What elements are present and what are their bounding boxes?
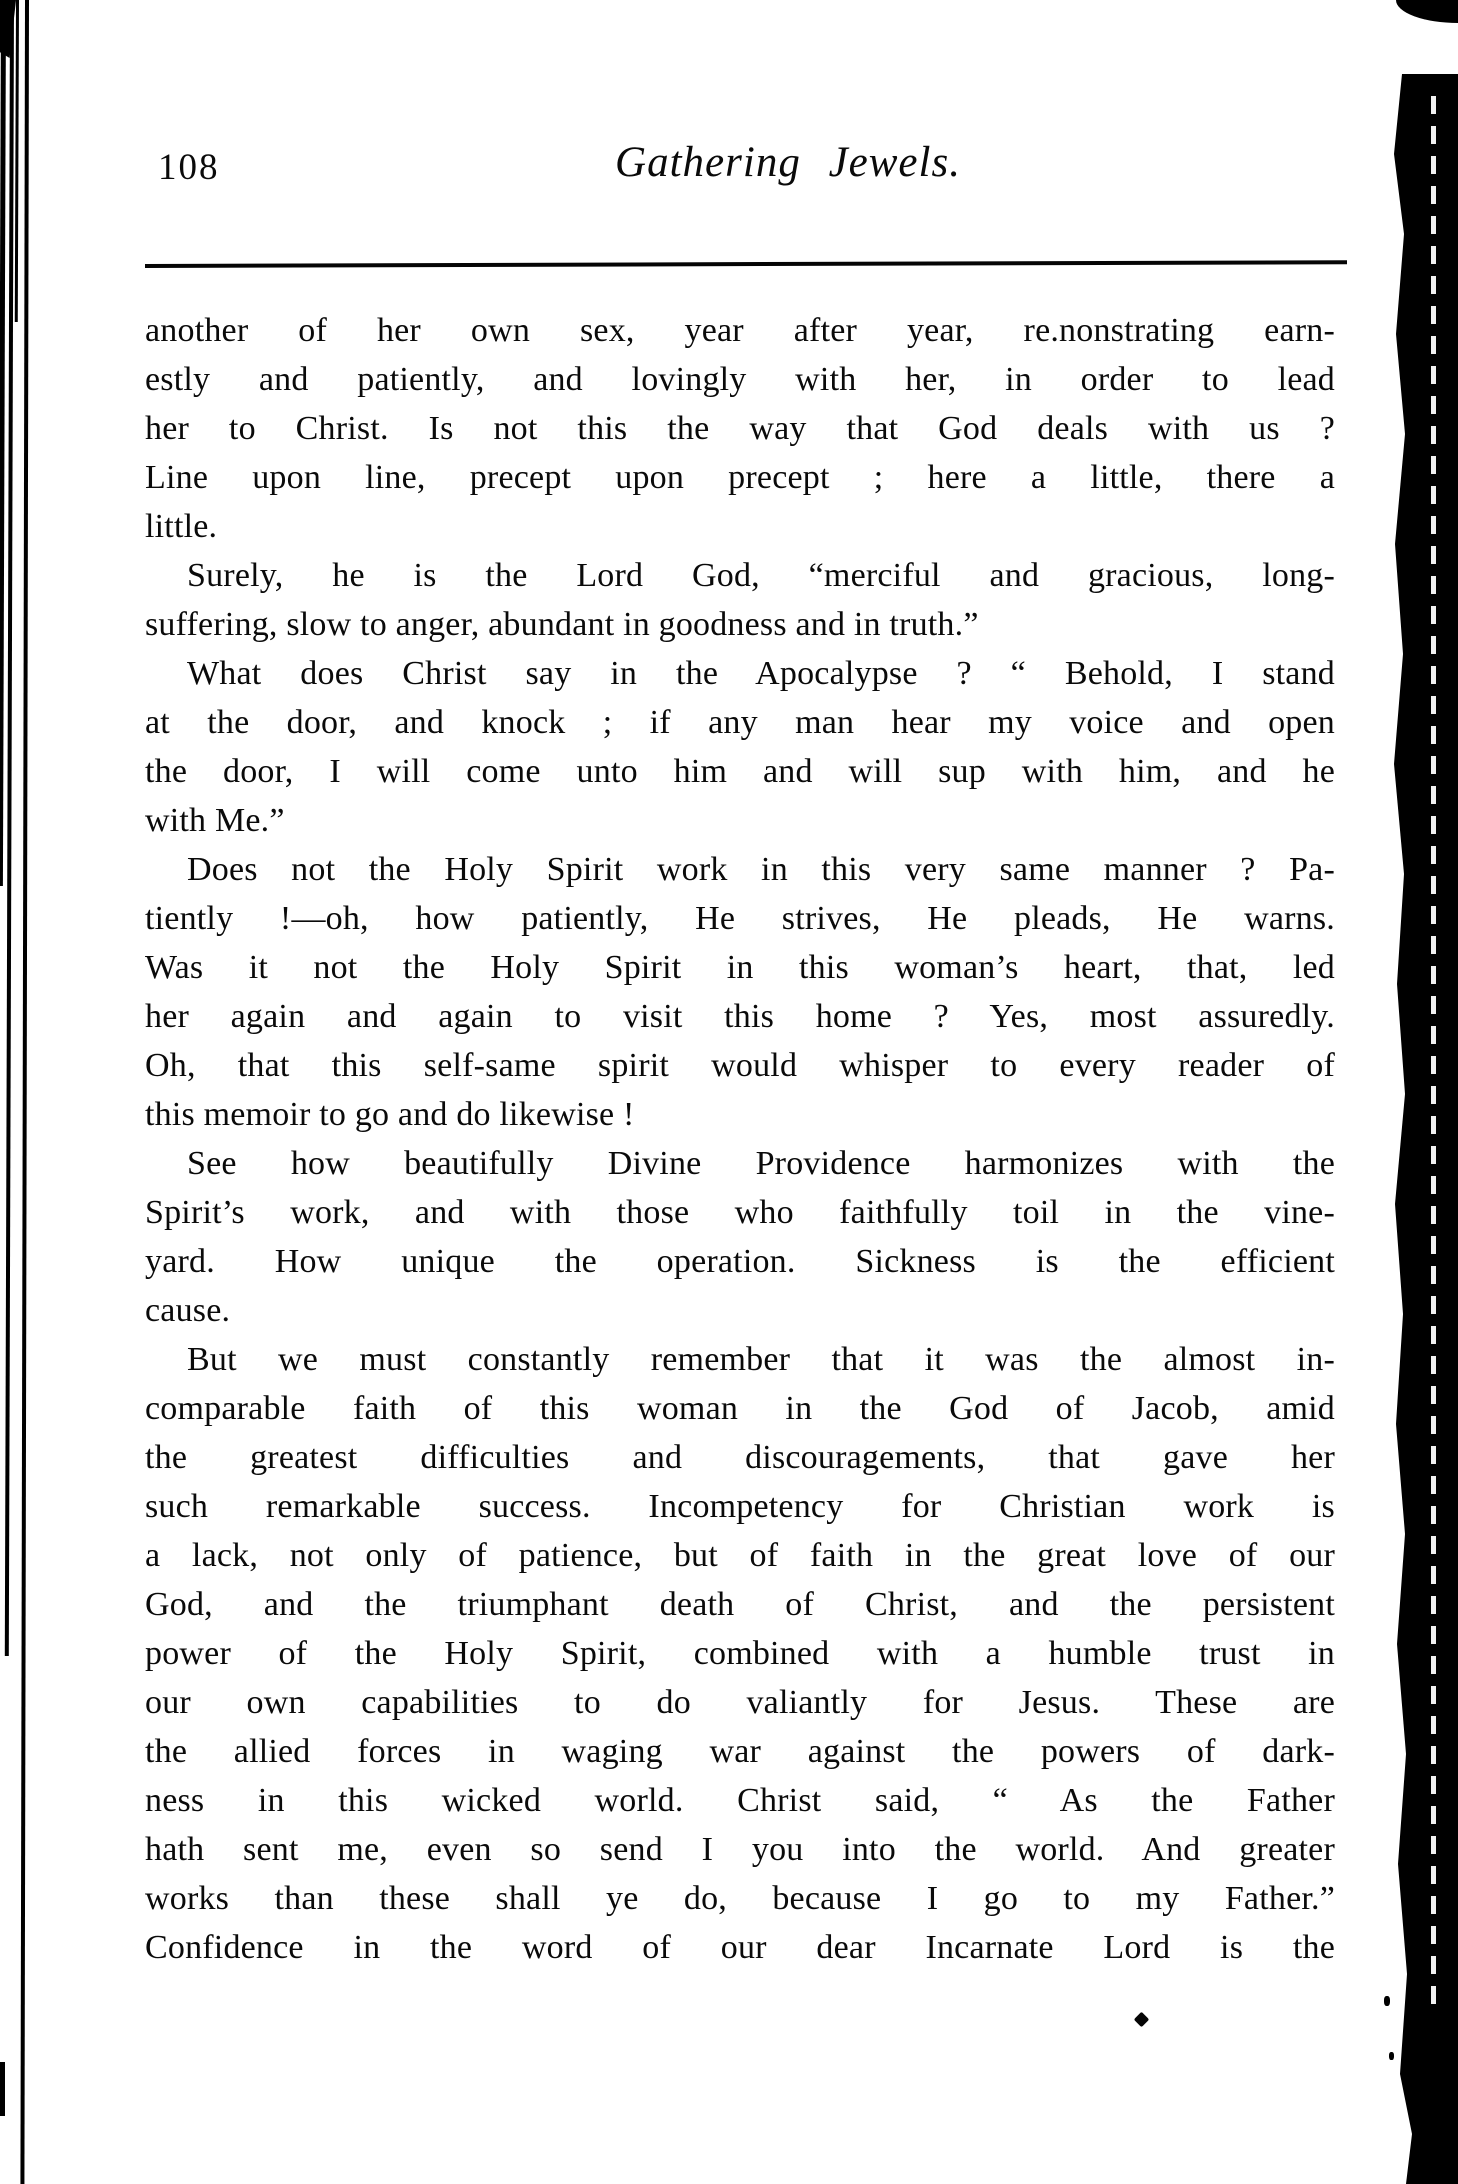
scan-binding-line-3	[15, 0, 19, 322]
text-line: little.	[145, 508, 218, 545]
text-line: Was it not the Holy Spirit in this woman’s heart, that, led	[145, 949, 1335, 986]
text-line: hath sent me, even so send I you into the world. And greater	[145, 1831, 1335, 1868]
text-line: our own capabilities to do valiantly for Jesus. These are	[145, 1684, 1335, 1721]
text-line: Spirit’s work, and with those who faithfully toil in the vine-	[145, 1194, 1335, 1231]
scan-binding-line-1	[0, 0, 6, 886]
text-line: tiently !—oh, how patiently, He strives, He pleads, He warns.	[145, 900, 1335, 937]
running-title: Gathering Jewels.	[615, 139, 961, 186]
scan-ink-speck-2	[1389, 2052, 1394, 2060]
page-number: 108	[158, 147, 220, 188]
scan-edge-seam	[1431, 96, 1436, 2016]
text-line: this memoir to go and do likewise !	[145, 1096, 635, 1133]
ink-mark	[1134, 2012, 1150, 2028]
text-line: at the door, and knock ; if any man hear my voice and open	[145, 704, 1335, 741]
text-line: Surely, he is the Lord God, “merciful and gracious, long-	[187, 557, 1335, 594]
header-rule	[145, 260, 1347, 268]
scan-ink-speck-1	[1384, 1996, 1390, 2006]
scan-corner-blob-top-right	[1396, 0, 1458, 23]
text-line: God, and the triumphant death of Christ, and the persistent	[145, 1586, 1335, 1623]
text-line: the greatest difficulties and discouragements, that gave her	[145, 1439, 1335, 1476]
text-line: Line upon line, precept upon precept ; here a little, there a	[145, 459, 1335, 496]
text-line: estly and patiently, and lovingly with her, in order to lead	[145, 361, 1335, 398]
text-line: her again and again to visit this home ? Yes, most assuredly.	[145, 998, 1335, 1035]
text-line: suffering, slow to anger, abundant in goodness and in truth.”	[145, 606, 979, 643]
scan-binding-line-4	[20, 0, 29, 2184]
text-line: comparable faith of this woman in the God of Jacob, amid	[145, 1390, 1335, 1427]
text-line: See how beautifully Divine Providence harmonizes with the	[187, 1145, 1335, 1182]
text-line: another of her own sex, year after year, re.nonstrating earn-	[145, 312, 1335, 349]
text-line: such remarkable success. Incompetency for Christian work is	[145, 1488, 1335, 1525]
text-line: with Me.”	[145, 802, 285, 839]
body-text	[145, 306, 1335, 1972]
text-line: Does not the Holy Spirit work in this very same manner ? Pa-	[187, 851, 1335, 888]
text-line: What does Christ say in the Apocalypse ? “ Behold, I stand	[187, 655, 1335, 692]
text-line: Oh, that this self-same spirit would whisper to every reader of	[145, 1047, 1335, 1084]
text-line: the door, I will come unto him and will sup with him, and he	[145, 753, 1335, 790]
scan-edge-band	[1390, 74, 1458, 2184]
text-line: a lack, not only of patience, but of faith in the great love of our	[145, 1537, 1335, 1574]
text-line: her to Christ. Is not this the way that God deals with us ?	[145, 410, 1335, 447]
text-line: But we must constantly remember that it was the almost in-	[187, 1341, 1335, 1378]
scan-binding-line-2	[5, 0, 14, 1656]
text-line: ness in this wicked world. Christ said, “ As the Father	[145, 1782, 1335, 1819]
text-line: cause.	[145, 1292, 231, 1329]
scan-edge-dash-bottom-left	[0, 2062, 5, 2116]
text-line: Confidence in the word of our dear Incarnate Lord is the	[145, 1929, 1335, 1966]
text-line: power of the Holy Spirit, combined with a humble trust in	[145, 1635, 1335, 1672]
text-line: the allied forces in waging war against the powers of dark-	[145, 1733, 1335, 1770]
text-line: yard. How unique the operation. Sickness is the efficient	[145, 1243, 1335, 1280]
text-line: works than these shall ye do, because I go to my Father.”	[145, 1880, 1335, 1917]
